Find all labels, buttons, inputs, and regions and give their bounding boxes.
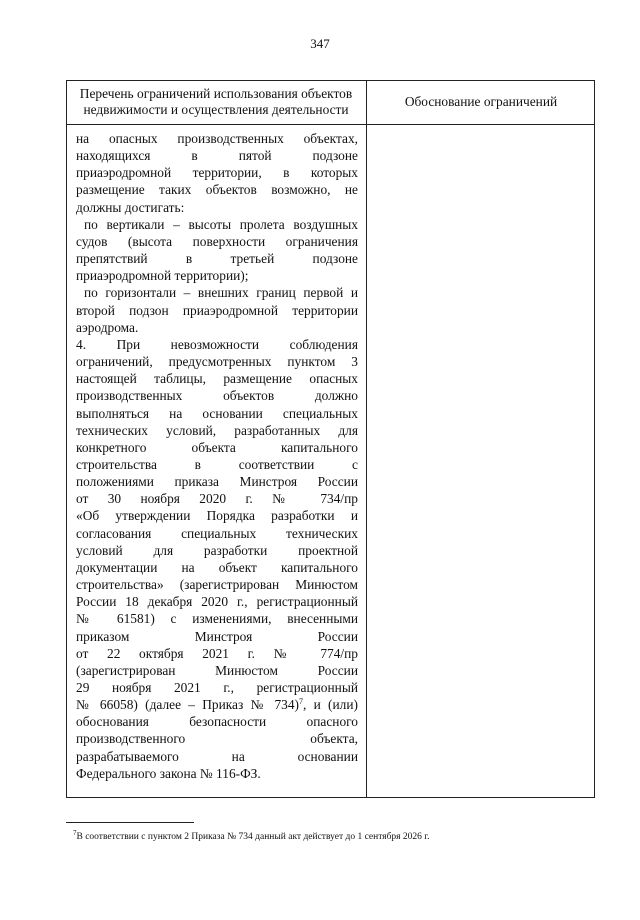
text-line: приказом Минстроя России xyxy=(76,628,358,644)
header-divider xyxy=(67,124,594,125)
body-left-cell xyxy=(76,130,358,782)
text-line: приаэродромной территории, в которых xyxy=(76,165,358,181)
text-line: положениями приказа Минстроя России xyxy=(76,474,358,490)
paragraph xyxy=(76,336,358,782)
header-left-line-2: недвижимости и осуществления деятельности xyxy=(83,102,349,117)
footnote-rule xyxy=(66,822,194,823)
footnote-reference: 7 xyxy=(299,697,304,707)
text-line: России 18 декабря 2020 г., регистрационный xyxy=(76,594,358,610)
text-line: находящихся в пятой подзоне xyxy=(76,148,358,164)
text-line: строительства» (зарегистрирован Минюстом xyxy=(76,577,358,593)
text-line-content: № 66058) (далее – Приказ № 734) xyxy=(76,697,300,713)
text-line: ограничений, предусмотренных пунктом 3 xyxy=(76,354,358,370)
text-line: аэродрома. xyxy=(76,319,139,335)
text-line: обоснования безопасности опасного xyxy=(76,714,358,730)
text-line: размещение таких объектов возможно, не xyxy=(76,182,358,198)
text-line: Федерального закона № 116-ФЗ. xyxy=(76,765,261,781)
text-line: (зарегистрирован Минюстом России xyxy=(76,662,358,678)
text-line: условий для разработки проектной xyxy=(76,542,358,558)
paragraph xyxy=(76,284,358,335)
text-line: № 61581) с изменениями, внесенными xyxy=(76,611,358,627)
text-line: по вертикали – высоты пролета воздушных xyxy=(84,216,358,232)
text-line: разрабатываемого на основании xyxy=(76,748,358,764)
paragraph xyxy=(76,216,358,285)
page-number: 347 xyxy=(310,36,330,51)
text-line: согласования специальных технических xyxy=(76,525,358,541)
text-line: технических условий, разработанных для xyxy=(76,422,358,438)
header-right-cell: Обоснование ограничений xyxy=(404,94,558,109)
text-line xyxy=(76,696,358,713)
text-line: 29 ноября 2021 г., регистрационный xyxy=(76,680,358,695)
text-line: настоящей таблицы, размещение опасных xyxy=(76,371,358,387)
text-line: производственных объектов должно xyxy=(76,388,358,404)
paragraph xyxy=(76,130,358,216)
text-line: препятствий в третьей подзоне xyxy=(76,251,358,267)
text-line: строительства в соответствии с xyxy=(76,456,358,472)
text-line: документации на объект капитального xyxy=(76,559,358,575)
text-line: судов (высота поверхности ограничения xyxy=(76,233,358,249)
text-line: «Об утверждении Порядка разработки и xyxy=(76,508,358,524)
text-line: 4. При невозможности соблюдения xyxy=(76,336,358,352)
text-line: от 22 октября 2021 г. № 774/пр xyxy=(76,645,358,661)
text-line: выполняться на основании специальных xyxy=(76,405,358,421)
text-line: производственного объекта, xyxy=(76,731,358,747)
text-line: по горизонтали – внешних границ первой и xyxy=(84,285,358,301)
header-left-cell xyxy=(70,86,362,118)
text-line: на опасных производственных объектах, xyxy=(76,131,358,146)
text-line: от 30 ноября 2020 г. № 734/пр xyxy=(76,491,358,507)
footnote-text: В соответствии с пунктом 2 Приказа № 734 данный акт действует до 1 сентября 2026 г. xyxy=(76,832,430,842)
text-line-tail: , и (или) xyxy=(303,697,358,713)
header-left-line-1: Перечень ограничений использования объектов xyxy=(79,86,353,101)
column-divider xyxy=(366,81,367,797)
restrictions-table xyxy=(66,80,595,798)
text-line: приаэродромной территории); xyxy=(76,268,249,284)
footnote-marker: 7 xyxy=(73,829,77,837)
text-line: конкретного объекта капитального xyxy=(76,439,358,455)
text-line: должны достигать: xyxy=(76,199,185,215)
footnote xyxy=(73,831,603,843)
text-line: второй подзон приаэродромной территории xyxy=(76,302,358,318)
